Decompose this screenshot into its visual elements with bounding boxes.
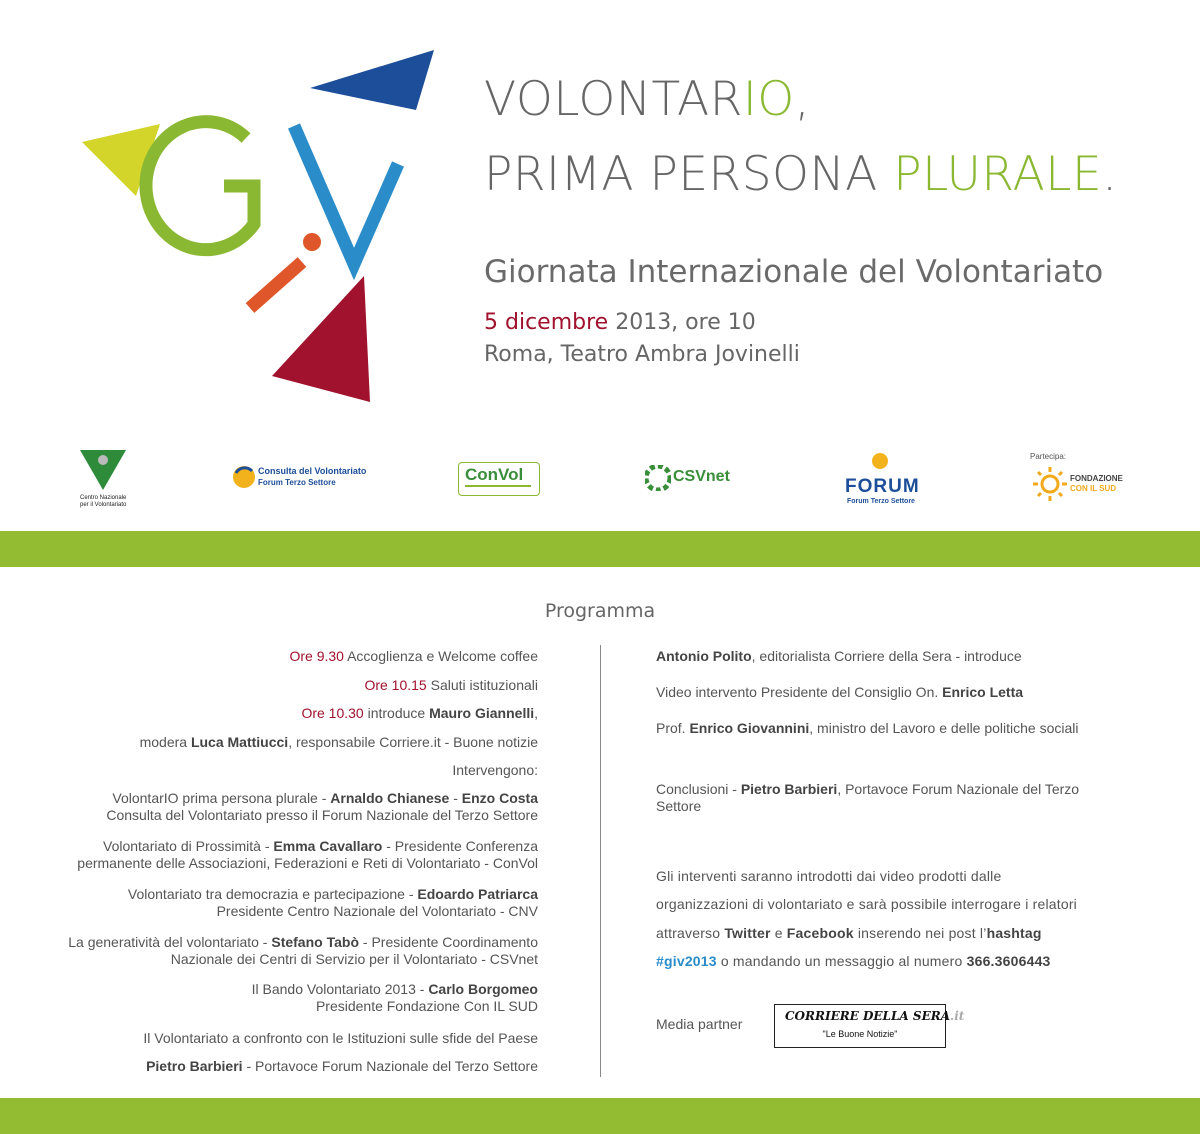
logo-red-triangle xyxy=(272,276,370,402)
consulta-sun-icon xyxy=(232,465,256,489)
talk-item: VolontarIO prima persona plurale - Arnaldo Chianese - Enzo Costa Consulta del Volontariato presso il Forum Nazionale del Terzo Settore xyxy=(106,790,538,823)
event-place: Roma, Teatro Ambra Jovinelli xyxy=(484,342,800,367)
hashtag-link[interactable]: #giv2013 xyxy=(656,953,717,969)
event-subtitle: Giornata Internazionale del Volontariato xyxy=(484,254,1104,290)
corriere-name: CORRIERE DELLA SERA.it xyxy=(785,1009,965,1023)
corriere-sub: "Le Buone Notizie" xyxy=(822,1029,898,1039)
logo-dot-i xyxy=(303,233,321,251)
schedule-item: Ore 9.30 Accoglienza e Welcome coffee xyxy=(289,648,538,664)
closing-speaker: Pietro Barbieri - Portavoce Forum Nazionale del Terzo Settore xyxy=(146,1058,538,1074)
schedule-item: Ore 10.15 Saluti istituzionali xyxy=(364,677,538,693)
cnv-label-2: per il Volontariato xyxy=(80,502,127,508)
partecipa-label: Partecipa: xyxy=(1030,452,1067,461)
right-item: Video intervento Presidente del Consiglio On. Enrico Letta xyxy=(656,684,1024,700)
green-band-top xyxy=(0,531,1200,567)
convol-label: ConVol xyxy=(465,465,524,484)
partner-fondazione-logo xyxy=(1030,452,1140,510)
event-date: 5 dicembre 2013, ore 10 xyxy=(484,310,756,335)
giv-logo xyxy=(78,46,458,406)
convol-underline xyxy=(465,485,531,487)
fondazione-label-1: FONDAZIONE xyxy=(1070,474,1123,483)
schedule-item: modera Luca Mattiucci, responsabile Corriere.it - Buone notizie xyxy=(139,734,538,750)
talk-item: Il Bando Volontariato 2013 - Carlo Borgomeo Presidente Fondazione Con IL SUD xyxy=(251,981,538,1014)
partner-forum-logo xyxy=(843,452,923,510)
talk-item: Volontariato di Prossimità - Emma Cavallaro - Presidente Conferenza permanente delle Associazioni, Federazioni e Reti di Volontariato - ConVol xyxy=(77,838,538,871)
talk-item: Volontariato tra democrazia e partecipazione - Edoardo Patriarca Presidente Centro Nazionale del Volontariato - CNV xyxy=(127,886,538,919)
logo-letter-g xyxy=(146,122,254,250)
right-item: Antonio Polito, editorialista Corriere della Sera - introduce xyxy=(656,648,1022,664)
consulta-label-2: Forum Terzo Settore xyxy=(258,478,336,487)
fondazione-sun-icon xyxy=(1032,466,1068,502)
green-band-bottom xyxy=(0,1098,1200,1134)
conclusions-item: Conclusioni - Pietro Barbieri, Portavoce Forum Nazionale del Terzo Settore xyxy=(656,781,1080,814)
fondazione-label-2: CON IL SUD xyxy=(1070,484,1117,493)
logo-blue-triangle xyxy=(310,50,434,110)
partner-csvnet-logo xyxy=(645,463,745,495)
note-line-3: attraverso Twitter e Facebook inserendo nei post l’hashtag xyxy=(656,925,1042,941)
forum-sub-label: Forum Terzo Settore xyxy=(847,498,915,505)
forum-label: FORUM xyxy=(845,476,920,497)
partner-consulta-logo xyxy=(232,463,372,493)
partner-convol-logo xyxy=(458,462,540,496)
right-item: Prof. Enrico Giovannini, ministro del Lavoro e delle politiche sociali xyxy=(656,720,1079,736)
title-line-2: PRIMA PERSONA PLURALE. xyxy=(484,147,1118,202)
note-line-4: #giv2013 o mandando un messaggio al numero 366.3606443 xyxy=(656,953,1051,969)
consulta-label-1: Consulta del Volontariato xyxy=(258,466,367,476)
logo-stem-i xyxy=(250,262,302,308)
cnv-v-icon xyxy=(80,450,126,490)
speakers-heading: Intervengono: xyxy=(452,762,538,778)
media-partner-label: Media partner xyxy=(656,1016,743,1032)
csvnet-flower-icon xyxy=(645,465,671,491)
column-divider xyxy=(600,645,601,1077)
schedule-item: Ore 10.30 introduce Mauro Giannelli, xyxy=(301,705,538,721)
title-line-1: VOLONTARIO, xyxy=(484,72,811,127)
talk-item: La generatività del volontariato - Stefano Tabò - Presidente Coordinamento Nazionale dei Centri di Servizio per il Volontariato - CSVnet xyxy=(68,934,538,967)
csvnet-label: CSVnet xyxy=(673,468,730,485)
partner-cnv-logo xyxy=(80,450,130,510)
closing-talk: Il Volontariato a confronto con le Istituzioni sulle sfide del Paese xyxy=(143,1030,538,1046)
corriere-logo xyxy=(774,1004,965,1048)
program-title: Programma xyxy=(544,600,656,622)
note-line-2: organizzazioni di volontariato e sarà possibile interrogare i relatori xyxy=(656,896,1077,912)
note-line-1: Gli interventi saranno introdotti dai video prodotti dalle xyxy=(656,868,1002,884)
cnv-label-1: Centro Nazionale xyxy=(80,495,127,501)
forum-sun-icon xyxy=(871,452,889,470)
